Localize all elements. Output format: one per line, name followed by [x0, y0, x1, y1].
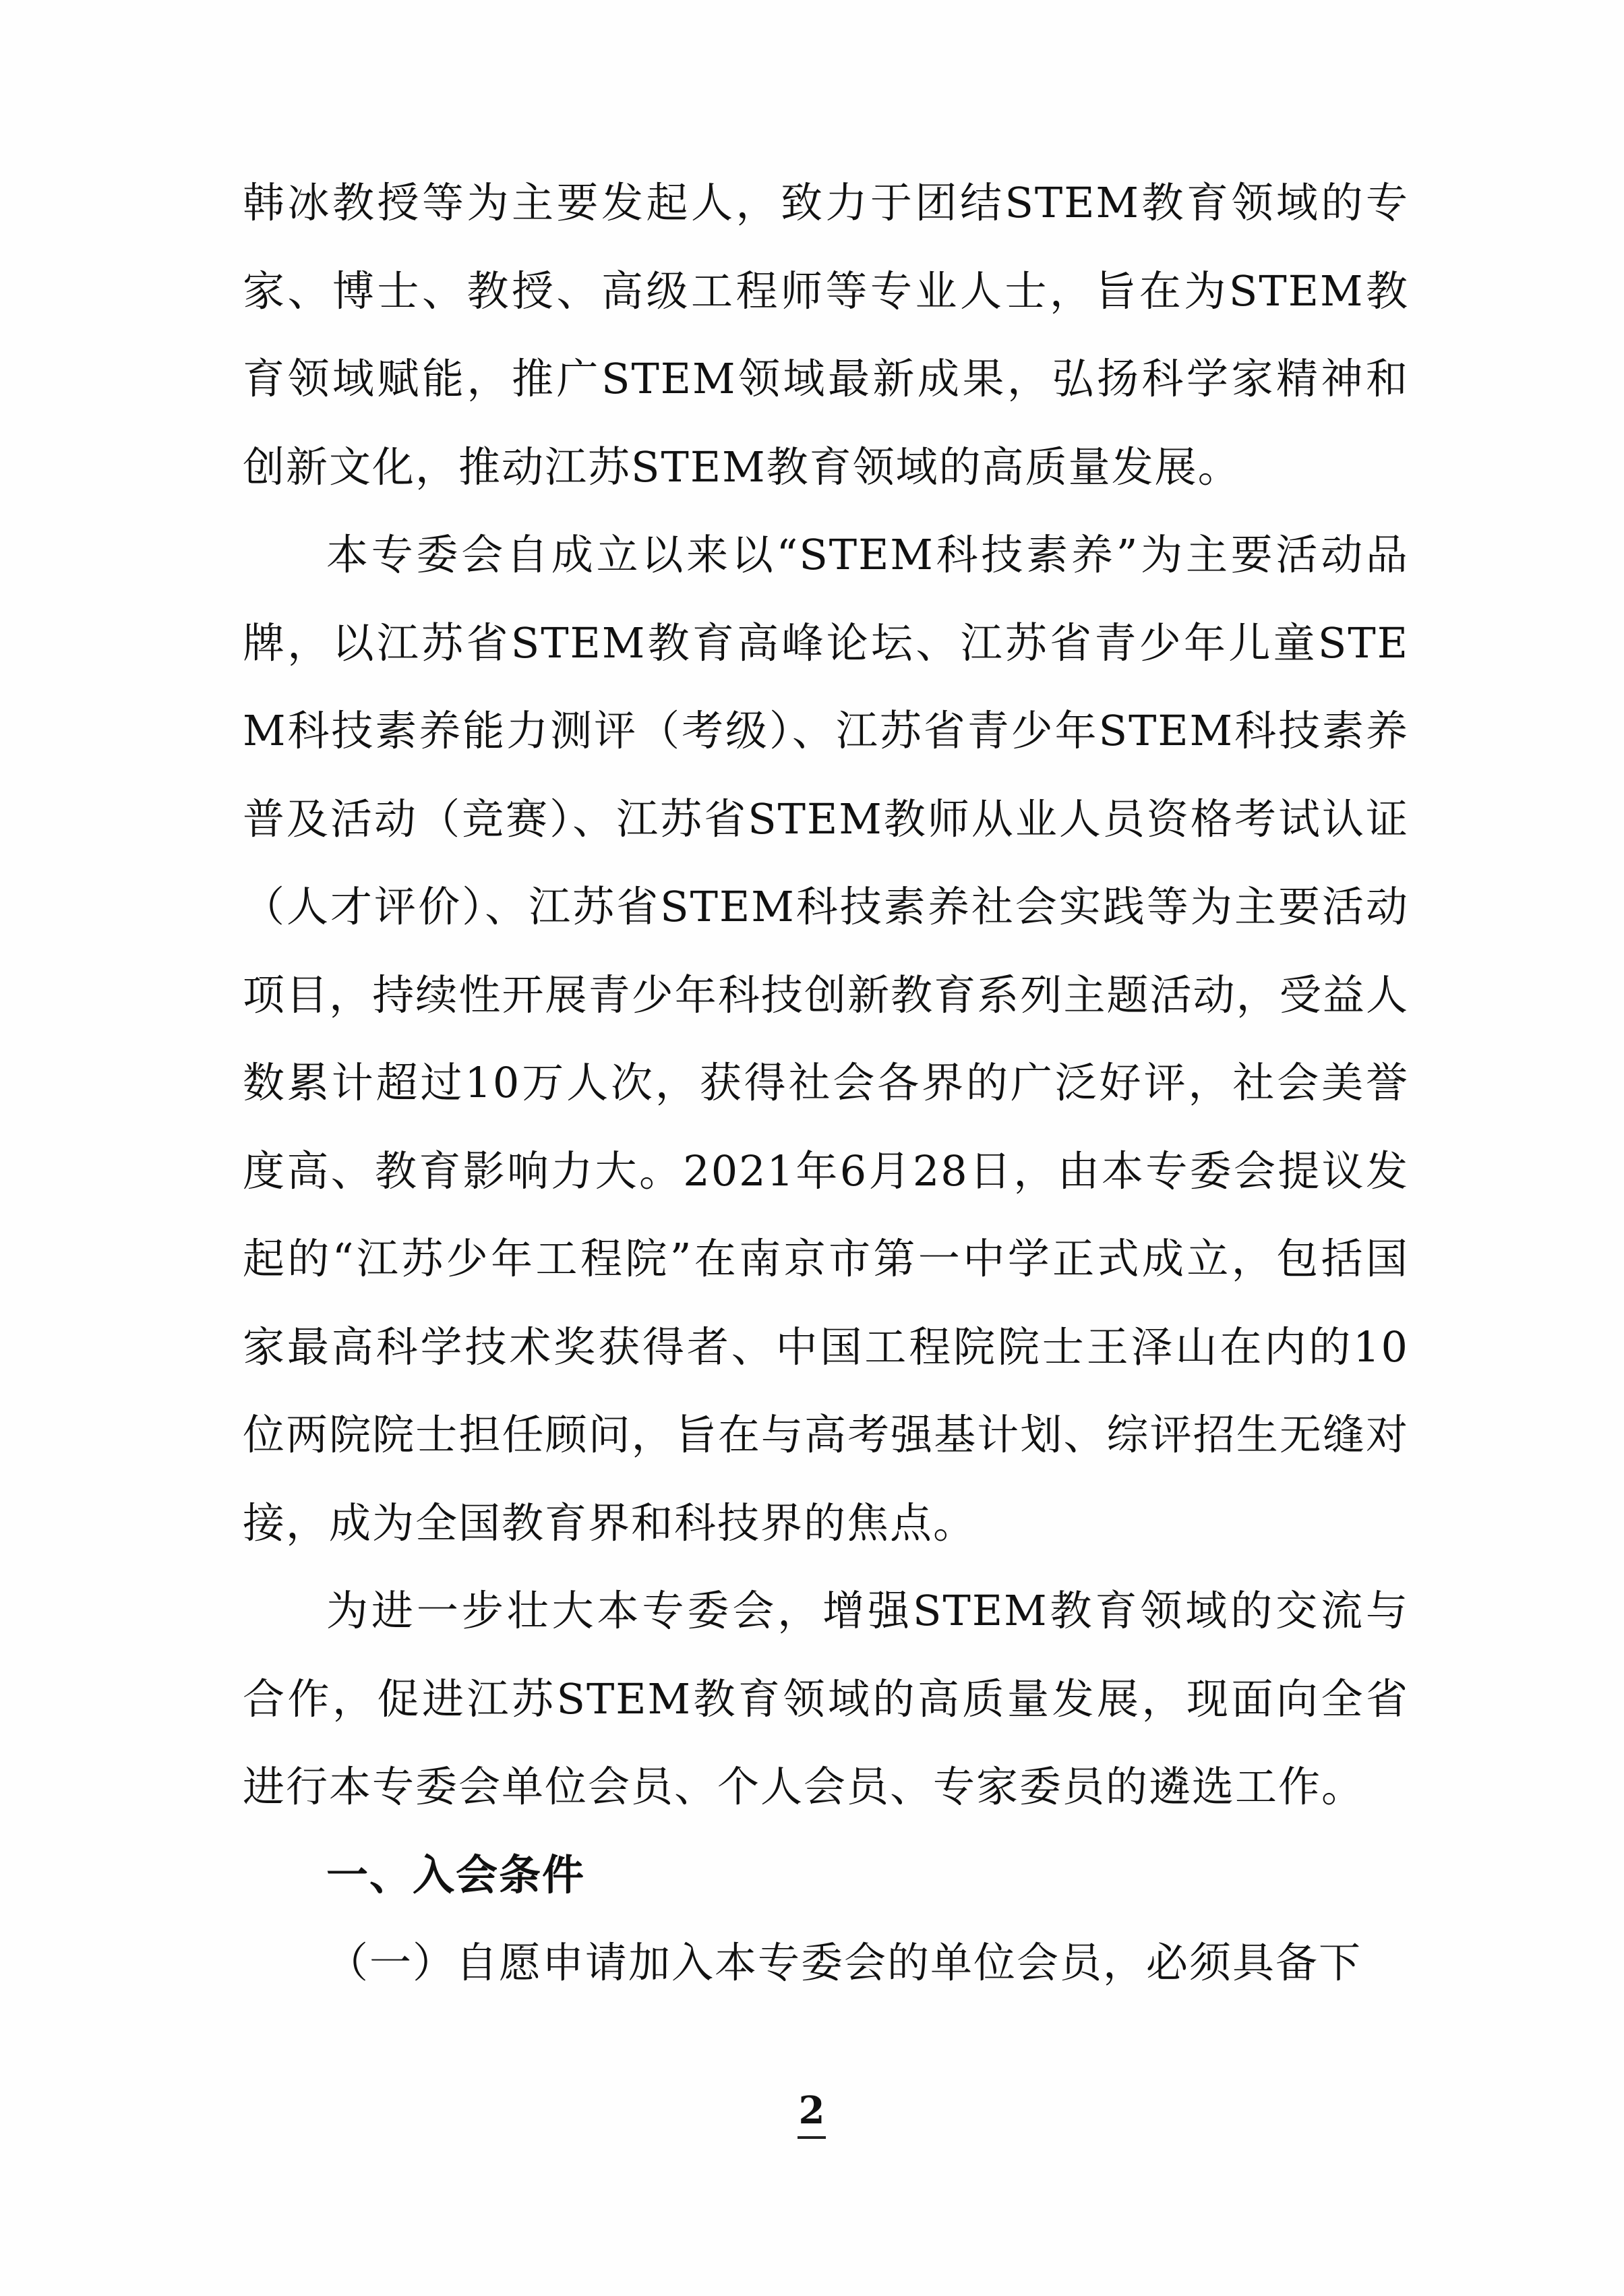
page-number-underline	[798, 2136, 826, 2139]
document-body	[243, 159, 1409, 2007]
section-heading-membership-conditions: 一、入会条件	[326, 1850, 586, 1900]
paragraph-activities: 本专委会自成立以来以“STEM科技素养”为主要活动品牌，以江苏省STEM教育高峰论坛、江苏省青少年儿童STEM科技素养能力测评（考级）、江苏省青少年STEM科技素养普及活动（竞赛）、江苏省STEM教师从业人员资格考试认证（人才评价）、江苏省STEM科技素养社会实践等为主要活动项目，持续性开展青少年科技创新教育系列主题活动，受益人数累计超过10万人次，获得社会各界的广泛好评，社会美誉度高、教育影响力大。2021年6月28日，由本专委会提议发起的“江苏少年工程院”在南京市第一中学正式成立，包括国家最高科学技术奖获得者、中国工程院院士王泽山在内的10位两院院士担任顾问，旨在与高考强基计划、综评招生无缝对接，成为全国教育界和科技界的焦点。	[243, 530, 1409, 1548]
paragraph-intro-continued: 韩冰教授等为主要发起人，致力于团结STEM教育领域的专家、博士、教授、高级工程师等专业人士，旨在为STEM教育领域赋能，推广STEM领域最新成果，弘扬科学家精神和创新文化，推动江苏STEM教育领域的高质量发展。	[243, 178, 1409, 492]
page-number: 2	[798, 2088, 825, 2133]
paragraph-recruitment: 为进一步壮大本专委会，增强STEM教育领域的交流与合作，促进江苏STEM教育领域的高质量发展，现面向全省进行本专委会单位会员、个人会员、专家委员的遴选工作。	[243, 1586, 1409, 1811]
paragraph-unit-member-conditions: （一）自愿申请加入本专委会的单位会员，必须具备下	[326, 1938, 1362, 1987]
